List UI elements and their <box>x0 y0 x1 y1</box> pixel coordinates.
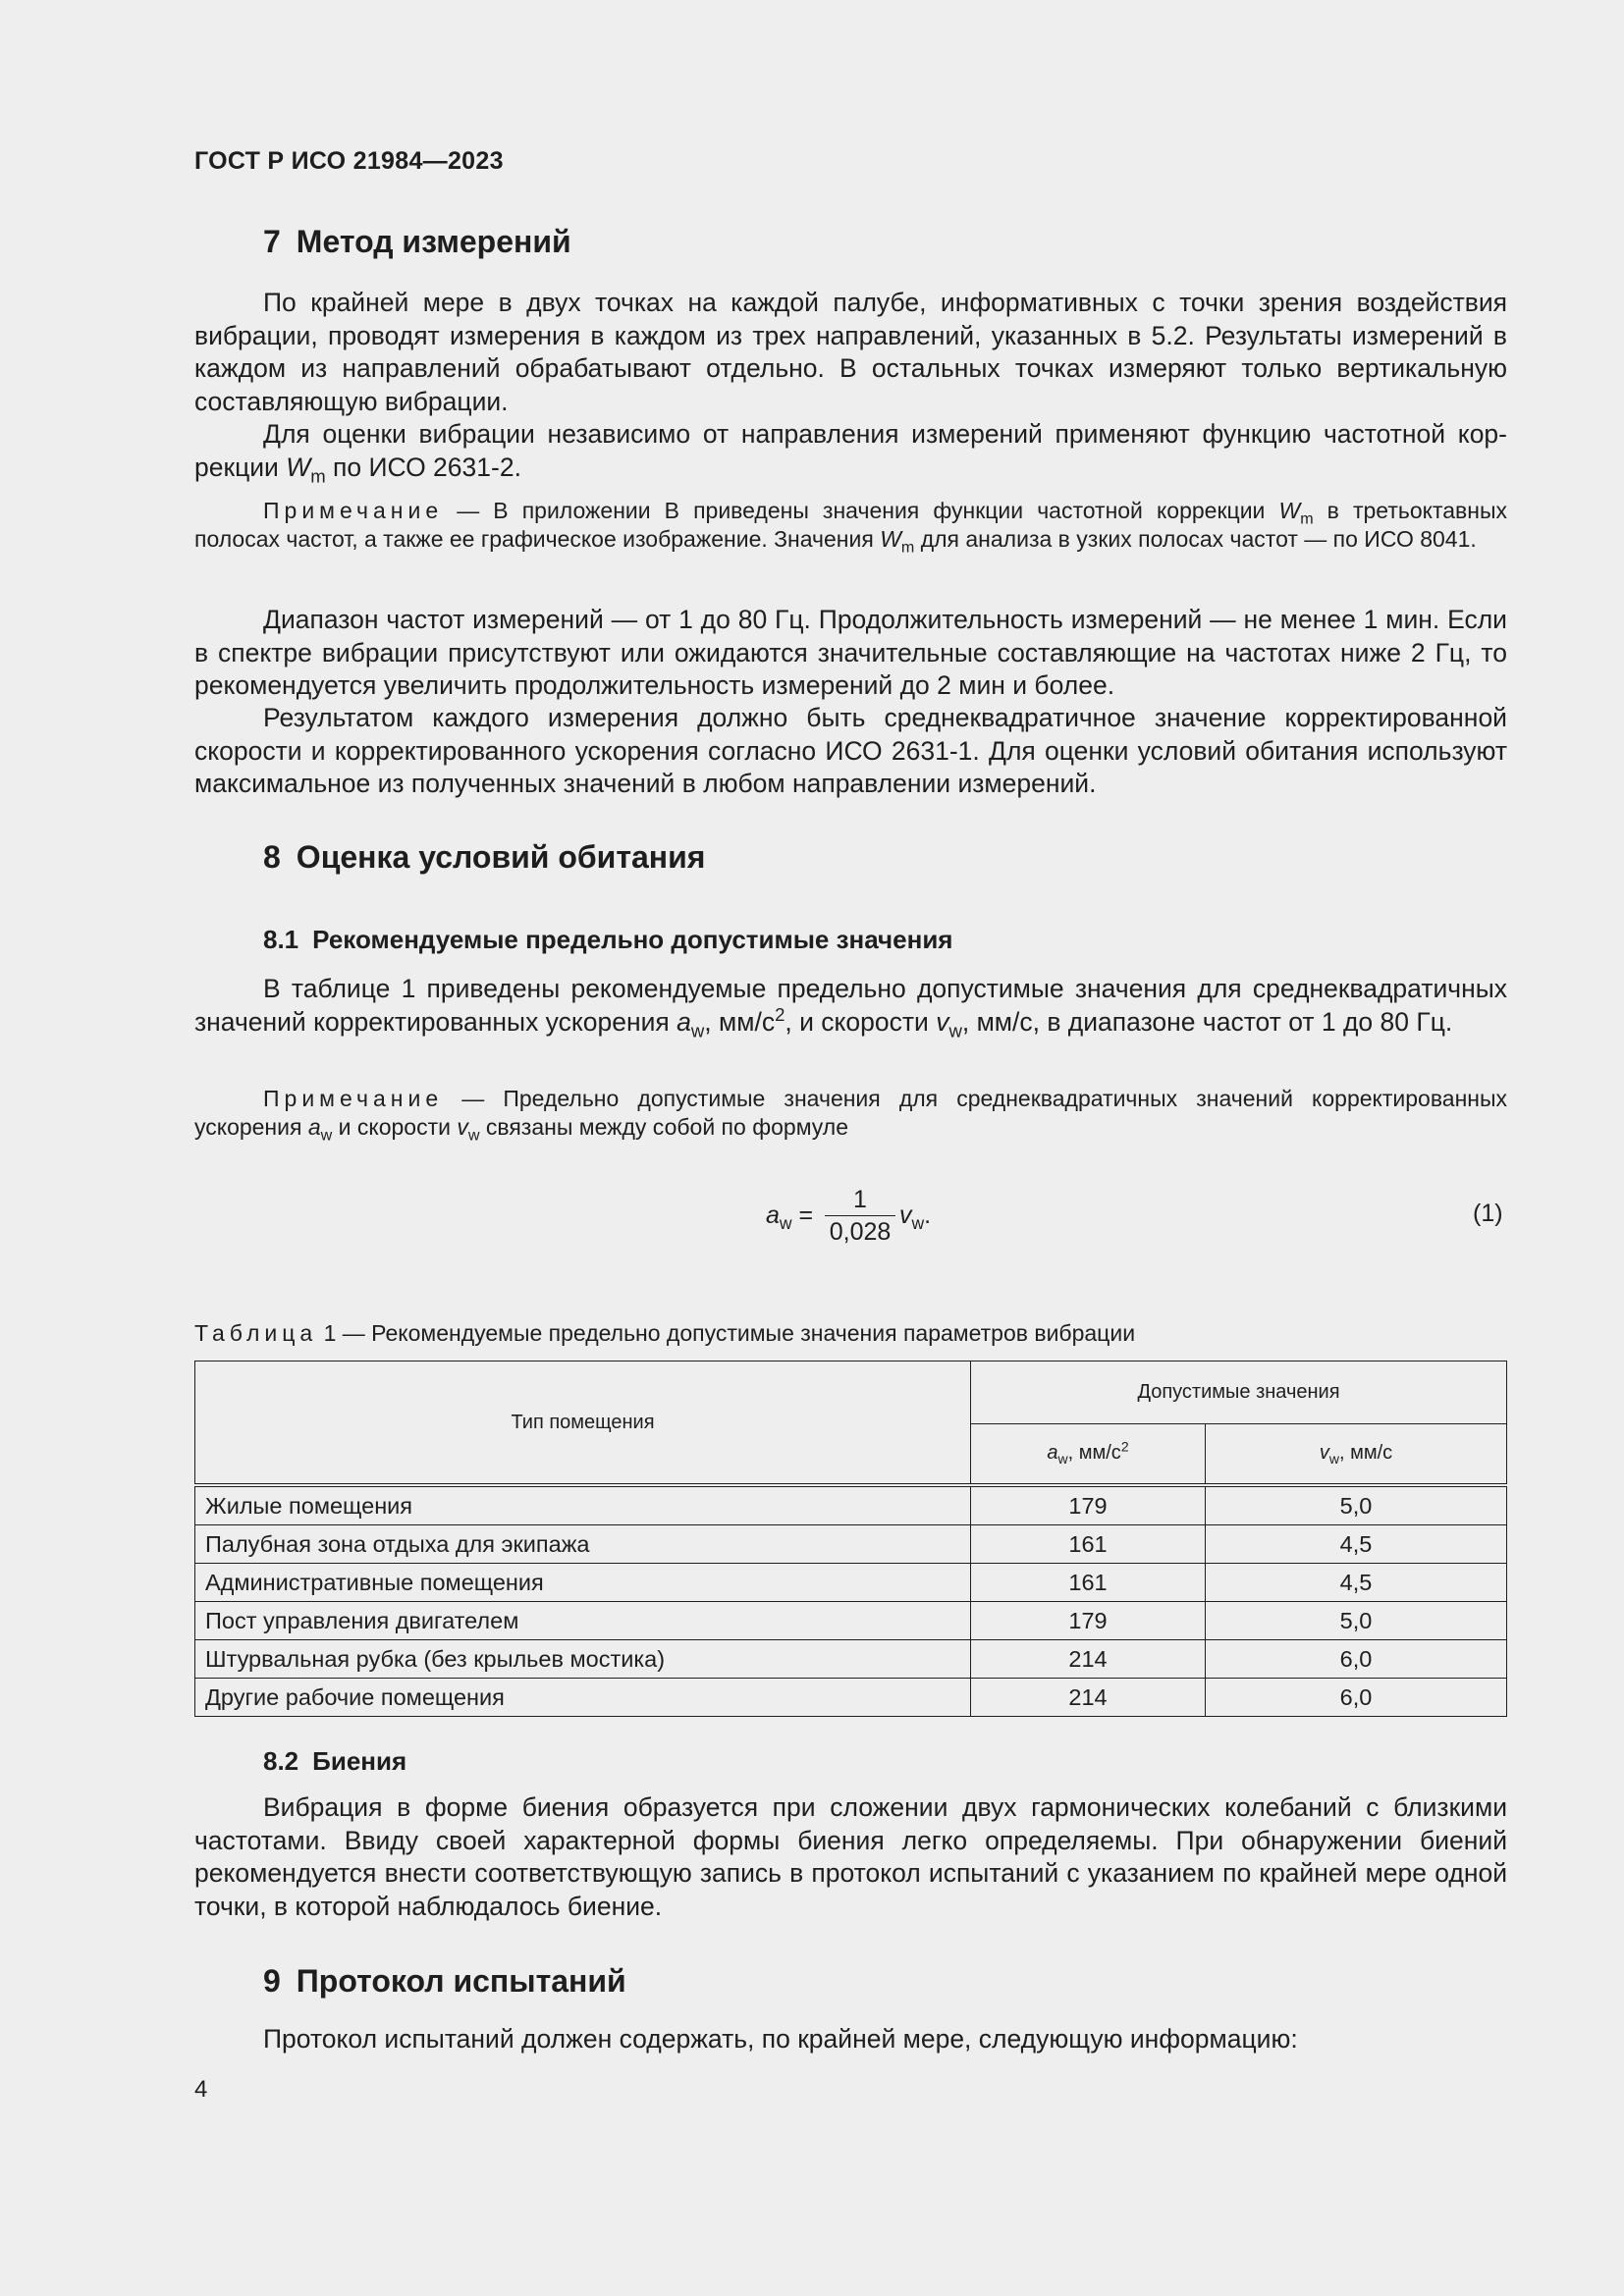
room-type-cell: Жилые помещения <box>195 1485 971 1525</box>
table-row <box>195 1485 1507 1525</box>
room-type-cell: Палубная зона отдыха для экипажа <box>195 1525 971 1564</box>
section-number: 9 <box>263 1963 281 1999</box>
section-9-heading <box>263 1963 626 2000</box>
paragraph: Диапазон частот измерений — от 1 до 80 Гц. Продолжительность измерений — не менее 1 мин. Если в спектре вибрации присутствуют или ожидаются значительные составляющие на частотах ниже 2 Гц, то рекомендуется увеличить продолжительность измерений до 2 мин и более. <box>194 605 1507 700</box>
note: Примечание — В приложении В приведены значения функции частотной коррекции $W_m$ в третьоктавных полосах частот, а также ее графическое изображение. Значения $W_m$ для анализа в узких полосах частот — по ИСО 8041. <box>194 498 1507 557</box>
equation-number: (1) <box>1473 1200 1503 1227</box>
table-row <box>195 1564 1507 1602</box>
formula-fraction <box>825 1186 895 1247</box>
note: Примечание — Предельно допустимые значения для среднеквадратичных значений корректированных ускорения $a_w$ и скорости $v_w$ связаны между собой по формуле <box>194 1086 1507 1145</box>
table-row <box>195 1602 1507 1640</box>
section-title: Протокол испытаний <box>296 1963 626 1999</box>
paragraph: Для оценки вибрации независимо от направления измерений применяют функцию частотной коррекции $W_m$ по ИСО 2631-2. <box>194 419 1507 486</box>
subsection-8-1-heading <box>263 925 952 955</box>
paragraph: Протокол испытаний должен содержать, по крайней мере, следующую информацию: <box>263 2024 1298 2054</box>
section-title: Метод измерений <box>296 224 571 259</box>
column-header-velocity: $v_w$, мм/с <box>1206 1423 1507 1485</box>
velocity-cell: 6,0 <box>1206 1679 1507 1717</box>
limits-table <box>194 1361 1507 1717</box>
paragraph: В таблице 1 приведены рекомендуемые предельно допустимые значения для среднеквадратичных значений корректированных ускорения $a_w$, $мм/с^2$, и скорости $v_w$, мм/с, в диапазоне частот от 1 до 80 Гц. <box>194 974 1507 1041</box>
velocity-cell: 5,0 <box>1206 1485 1507 1525</box>
paragraph: По крайней мере в двух точках на каждой палубе, информативных с точки зрения воздействия вибрации, проводят измерения в каждом из трех направлений, указанных в 5.2. Результаты измерений в каждом из направлений обрабатывают отдельно. В остальных точках измеряют только вертикальную составляющую вибрации. <box>194 288 1507 416</box>
room-type-cell: Административные помещения <box>195 1564 971 1602</box>
velocity-cell: 6,0 <box>1206 1640 1507 1679</box>
section-number: 7 <box>263 224 281 259</box>
subsection-number: 8.2 <box>263 1746 299 1776</box>
room-type-cell: Другие рабочие помещения <box>195 1679 971 1717</box>
acceleration-cell: 214 <box>971 1679 1206 1717</box>
acceleration-cell: 179 <box>971 1485 1206 1525</box>
subsection-number: 8.1 <box>263 925 299 954</box>
acceleration-cell: 214 <box>971 1640 1206 1679</box>
section-number: 8 <box>263 839 281 875</box>
note-label: Примечание <box>263 1086 444 1111</box>
standard-header: ГОСТ Р ИСО 21984—2023 <box>194 147 504 175</box>
subsection-8-2-heading <box>263 1746 406 1777</box>
subsection-title: Рекомендуемые предельно допустимые значения <box>312 925 953 954</box>
paragraph: Вибрация в форме биения образуется при сложении двух гармонических колебаний с близкими частотами. Ввиду своей характерной формы биения легко определяемы. При обнаружении биений рекомендуется внести соответствующую запись в протокол испытаний с указанием по крайней мере одной точки, в которой наблюдалось биение. <box>194 1792 1507 1921</box>
velocity-cell: 4,5 <box>1206 1564 1507 1602</box>
column-header-group: Допустимые значения <box>971 1362 1507 1424</box>
table-row <box>195 1525 1507 1564</box>
section-title: Оценка условий обитания <box>296 839 706 875</box>
acceleration-cell: 161 <box>971 1564 1206 1602</box>
acceleration-cell: 179 <box>971 1602 1206 1640</box>
page-number: 4 <box>194 2076 208 2103</box>
velocity-cell: 5,0 <box>1206 1602 1507 1640</box>
table-caption: Таблица 1 — Рекомендуемые предельно допустимые значения параметров вибрации <box>194 1320 1136 1346</box>
subsection-title: Биения <box>312 1746 407 1776</box>
section-8-heading <box>263 839 705 876</box>
column-header-acceleration: $a_w$, $мм/с^2$ <box>971 1423 1206 1485</box>
section-7-heading <box>263 224 571 260</box>
velocity-cell: 4,5 <box>1206 1525 1507 1564</box>
paragraph: Результатом каждого измерения должно быть среднеквадратичное значение корректированной скорости и корректированного ускорения согласно ИСО 2631-1. Для оценки условий обитания используют максимальное из полученных значений в любом направлении измерений. <box>194 703 1507 798</box>
formula-rhs: $v_w$. <box>899 1201 932 1233</box>
table-row <box>195 1640 1507 1679</box>
table-row <box>195 1679 1507 1717</box>
formula-lhs: $a_w$ = <box>766 1201 814 1233</box>
acceleration-cell: 161 <box>971 1525 1206 1564</box>
room-type-cell: Штурвальная рубка (без крыльев мостика) <box>195 1640 971 1679</box>
fraction-numerator: 1 <box>853 1186 867 1213</box>
room-type-cell: Пост управления двигателем <box>195 1602 971 1640</box>
fraction-denominator: 0,028 <box>829 1218 892 1246</box>
column-header-room-type: Тип помещения <box>195 1362 971 1486</box>
note-label: Примечание <box>263 498 444 523</box>
